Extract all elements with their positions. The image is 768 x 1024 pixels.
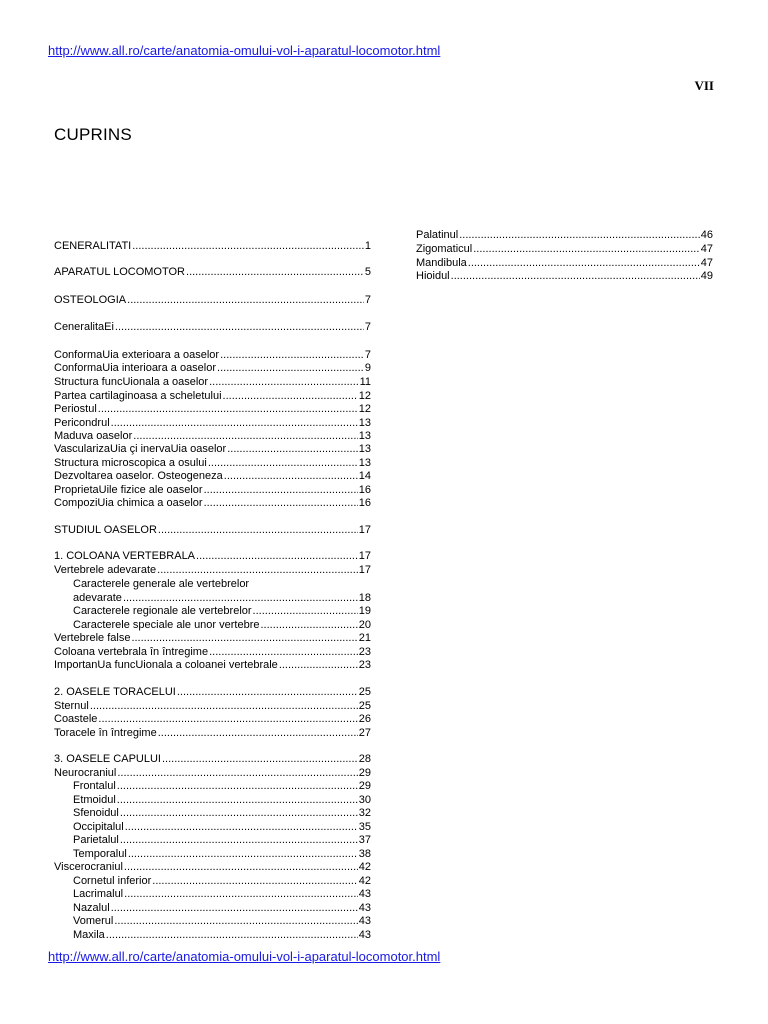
toc-dot-leader <box>120 807 358 820</box>
toc-entry[interactable] <box>54 524 371 537</box>
toc-entry-page: 46 <box>700 229 713 241</box>
toc-entry[interactable] <box>54 713 371 726</box>
toc-entry[interactable] <box>54 686 371 699</box>
toc-entry-page: 11 <box>359 376 371 388</box>
toc-entry[interactable] <box>54 794 371 807</box>
toc-entry[interactable] <box>54 349 371 362</box>
toc-entry-page: 14 <box>358 470 371 482</box>
toc-entry-label: VascularizaUia çi inervaUia oaselor <box>54 443 227 455</box>
toc-dot-leader <box>162 753 358 766</box>
toc-entry-label: Coloana vertebrala în întregime <box>54 646 209 658</box>
toc-dot-leader <box>157 564 358 577</box>
toc-entry-page: 43 <box>358 902 371 914</box>
toc-entry[interactable] <box>54 605 371 618</box>
toc-entry-page: 23 <box>358 659 371 671</box>
toc-dot-leader <box>217 362 364 375</box>
toc-entry[interactable] <box>54 484 371 497</box>
toc-entry-page: 7 <box>364 294 371 306</box>
toc-entry[interactable] <box>54 240 371 253</box>
toc-entry[interactable] <box>54 902 371 915</box>
toc-dot-leader <box>253 605 358 618</box>
toc-entry-page: 47 <box>700 257 713 269</box>
toc-entry-label: Palatinul <box>416 229 459 241</box>
toc-entry-label: Maduva oaselor <box>54 430 133 442</box>
toc-entry[interactable] <box>54 780 371 793</box>
toc-dot-leader <box>220 349 364 362</box>
toc-entry-label: Cornetul inferior <box>73 875 152 887</box>
toc-entry[interactable] <box>54 321 371 334</box>
toc-entry[interactable] <box>54 848 371 861</box>
toc-entry-label: Periostul <box>54 403 97 415</box>
toc-entry-label: OSTEOLOGIA <box>54 294 127 306</box>
toc-dot-leader <box>468 257 700 270</box>
toc-entry-label: Vertebrele false <box>54 632 131 644</box>
toc-entry-label: CENERALITATI <box>54 240 132 252</box>
toc-entry-label: Caracterele generale ale vertebrelor <box>73 578 250 590</box>
toc-dot-leader <box>120 834 358 847</box>
toc-dot-leader <box>124 888 358 901</box>
toc-entry-label: Sternul <box>54 700 89 712</box>
toc-dot-leader <box>117 767 357 780</box>
toc-entry-page: 43 <box>358 929 371 941</box>
toc-entry-page: 28 <box>358 753 371 765</box>
toc-entry[interactable] <box>54 376 371 389</box>
toc-dot-leader <box>90 700 358 713</box>
toc-entry-label: Lacrimalul <box>73 888 124 900</box>
toc-entry-page: 25 <box>358 686 371 698</box>
toc-dot-leader <box>125 821 358 834</box>
toc-entry-label: Structura funcUionala a oaselor <box>54 376 209 388</box>
toc-entry[interactable] <box>54 753 371 766</box>
toc-entry[interactable] <box>54 861 371 874</box>
toc-entry-label: Viscerocraniul <box>54 861 123 873</box>
toc-entry-page: 16 <box>358 497 371 509</box>
toc-entry[interactable] <box>54 443 371 456</box>
toc-entry-label: 2. OASELE TORACELUI <box>54 686 176 698</box>
toc-entry-label: Caracterele speciale ale unor vertebre <box>73 619 260 631</box>
toc-dot-leader <box>132 240 364 253</box>
toc-entry-page: 29 <box>358 780 371 792</box>
toc-entry-page: 23 <box>358 646 371 658</box>
toc-entry-label: Toracele în întregime <box>54 727 157 739</box>
toc-entry-label: APARATUL LOCOMOTOR <box>54 266 186 278</box>
toc-entry-label: Neurocraniul <box>54 767 117 779</box>
toc-entry-page: 17 <box>358 524 371 536</box>
toc-entry-page: 21 <box>358 632 371 644</box>
toc-entry[interactable] <box>54 564 371 577</box>
toc-entry-page: 17 <box>358 564 371 576</box>
toc-dot-leader <box>204 484 358 497</box>
toc-entry-page: 47 <box>700 243 713 255</box>
toc-entry[interactable] <box>54 875 371 888</box>
toc-entry-page: 38 <box>358 848 371 860</box>
toc-entry[interactable] <box>416 229 713 242</box>
toc-dot-leader <box>473 243 700 256</box>
toc-dot-leader <box>459 229 700 242</box>
toc-entry-page: 17 <box>358 550 371 562</box>
toc-entry[interactable] <box>54 915 371 928</box>
toc-entry[interactable] <box>54 470 371 483</box>
toc-dot-leader <box>98 403 358 416</box>
toc-entry-label: adevarate <box>73 592 122 604</box>
toc-entry-page: 19 <box>358 605 371 617</box>
toc-entry[interactable] <box>54 767 371 780</box>
toc-entry-page: 32 <box>358 807 371 819</box>
toc-entry[interactable] <box>54 266 371 279</box>
toc-entry-label: ConformaUia interioara a oaselor <box>54 362 217 374</box>
toc-entry[interactable] <box>54 821 371 834</box>
toc-dot-leader <box>209 376 358 389</box>
toc-entry-page: 29 <box>358 767 371 779</box>
toc-entry[interactable] <box>54 403 371 416</box>
toc-dot-leader <box>115 321 364 334</box>
toc-entry-label: CeneralitaEi <box>54 321 114 333</box>
toc-entry-page: 49 <box>700 270 713 282</box>
toc-dot-leader <box>224 470 358 483</box>
toc-entry-label: Pericondrul <box>54 417 110 429</box>
toc-dot-leader <box>117 780 358 793</box>
toc-dot-leader <box>279 659 358 672</box>
toc-entry-page: 42 <box>358 861 371 873</box>
toc-entry-page: 43 <box>358 915 371 927</box>
toc-dot-leader <box>152 875 357 888</box>
toc-entry[interactable] <box>54 807 371 820</box>
toc-entry-page: 7 <box>364 321 371 333</box>
toc-entry[interactable] <box>54 659 371 672</box>
toc-dot-leader <box>111 902 358 915</box>
toc-dot-leader <box>124 861 358 874</box>
header-link[interactable]: http://www.all.ro/carte/anatomia-omului-vol-i-aparatul-locomotor.html <box>48 43 441 58</box>
toc-dot-leader <box>131 632 357 645</box>
toc-entry[interactable] <box>54 592 371 605</box>
footer-link[interactable]: http://www.all.ro/carte/anatomia-omului-vol-i-aparatul-locomotor.html <box>48 949 441 964</box>
toc-entry-page: 13 <box>358 430 371 442</box>
toc-entry-page: 16 <box>358 484 371 496</box>
toc-entry-label: ProprietaUile fizice ale oaselor <box>54 484 203 496</box>
toc-entry-page: 18 <box>358 592 371 604</box>
toc-entry[interactable] <box>54 550 371 563</box>
toc-entry-label: Sfenoidul <box>73 807 119 819</box>
toc-entry-page: 13 <box>358 443 371 455</box>
page-title: CUPRINS <box>54 125 132 144</box>
toc-dot-leader <box>123 592 358 605</box>
toc-entry-label: Dezvoltarea oaselor. Osteogeneza <box>54 470 223 482</box>
toc-entry-label: Maxila <box>73 929 105 941</box>
toc-entry-page: 43 <box>358 888 371 900</box>
toc-entry-page: 1 <box>364 240 371 252</box>
toc-dot-leader <box>128 848 358 861</box>
toc-entry-label: Temporalul <box>73 848 127 860</box>
toc-entry-page: 20 <box>358 619 371 631</box>
toc-entry-label: Etmoidul <box>73 794 116 806</box>
toc-entry-label: Hioidul <box>416 270 450 282</box>
toc-entry[interactable] <box>54 619 371 632</box>
toc-entry-label: Coastele <box>54 713 98 725</box>
toc-entry[interactable] <box>416 257 713 270</box>
toc-entry[interactable] <box>54 362 371 375</box>
toc-entry-page: 5 <box>364 266 371 278</box>
toc-entry[interactable] <box>416 243 713 256</box>
toc-entry[interactable] <box>54 457 371 470</box>
toc-dot-leader <box>127 294 364 307</box>
toc-entry[interactable] <box>54 294 371 307</box>
toc-dot-leader <box>261 619 358 632</box>
toc-entry-page: 13 <box>358 417 371 429</box>
toc-entry-page: 9 <box>364 362 371 374</box>
toc-entry[interactable] <box>54 430 371 443</box>
toc-entry-label: ImportanUa funcUionala a coloanei vertebrale <box>54 659 278 671</box>
toc-dot-leader <box>208 457 358 470</box>
toc-entry[interactable] <box>54 727 371 740</box>
toc-entry[interactable] <box>416 270 713 283</box>
toc-dot-leader <box>223 390 358 403</box>
toc-entry[interactable] <box>54 646 371 659</box>
toc-entry-label: Vertebrele adevarate <box>54 564 157 576</box>
toc-dot-leader <box>451 270 700 283</box>
toc-entry-label: CompoziUia chimica a oaselor <box>54 497 203 509</box>
toc-entry-label: 1. COLOANA VERTEBRALA <box>54 550 196 562</box>
toc-dot-leader <box>158 727 358 740</box>
toc-entry[interactable] <box>54 390 371 403</box>
toc-dot-leader <box>114 915 357 928</box>
toc-entry-page: 12 <box>358 403 371 415</box>
toc-entry-page: 7 <box>364 349 371 361</box>
toc-dot-leader <box>133 430 357 443</box>
toc-dot-leader <box>196 550 358 563</box>
toc-dot-leader <box>158 524 358 537</box>
toc-entry-label: Frontalul <box>73 780 116 792</box>
toc-entry-label: Occipitalul <box>73 821 124 833</box>
toc-dot-leader <box>98 713 357 726</box>
toc-entry-label: STUDIUL OASELOR <box>54 524 157 536</box>
toc-entry-page: 27 <box>358 727 371 739</box>
toc-entry-label: Mandibula <box>416 257 467 269</box>
toc-entry-page: 37 <box>358 834 371 846</box>
toc-entry[interactable] <box>54 578 371 591</box>
toc-entry-page: 30 <box>358 794 371 806</box>
toc-entry-page: 26 <box>358 713 371 725</box>
toc-entry-label: Nazalul <box>73 902 110 914</box>
toc-entry-label: Caracterele regionale ale vertebrelor <box>73 605 252 617</box>
toc-entry-label: Vomerul <box>73 915 114 927</box>
toc-entry-label: Structura microscopica a osului <box>54 457 207 469</box>
toc-entry-label: Zigomaticul <box>416 243 473 255</box>
toc-entry-label: Partea cartilaginoasa a scheletului <box>54 390 222 402</box>
toc-entry[interactable] <box>54 700 371 713</box>
toc-entry[interactable] <box>54 834 371 847</box>
toc-dot-leader <box>106 929 358 942</box>
toc-dot-leader <box>227 443 358 456</box>
toc-entry-page: 13 <box>358 457 371 469</box>
toc-entry-label: ConformaUia exterioara a oaselor <box>54 349 220 361</box>
toc-dot-leader <box>117 794 358 807</box>
page-number: VII <box>694 78 714 93</box>
toc-dot-leader <box>209 646 358 659</box>
toc-entry[interactable] <box>54 632 371 645</box>
toc-entry[interactable] <box>54 497 371 510</box>
toc-dot-leader <box>111 417 358 430</box>
toc-entry-label: 3. OASELE CAPULUI <box>54 753 161 765</box>
toc-entry[interactable] <box>54 888 371 901</box>
toc-entry-page: 42 <box>358 875 371 887</box>
toc-entry[interactable] <box>54 929 371 942</box>
toc-entry-page: 35 <box>358 821 371 833</box>
toc-entry-page: 25 <box>358 700 371 712</box>
toc-dot-leader <box>186 266 364 279</box>
toc-entry[interactable] <box>54 417 371 430</box>
toc-entry-label: Parietalul <box>73 834 119 846</box>
toc-dot-leader <box>177 686 358 699</box>
toc-dot-leader <box>204 497 358 510</box>
toc-entry-page: 12 <box>358 390 371 402</box>
